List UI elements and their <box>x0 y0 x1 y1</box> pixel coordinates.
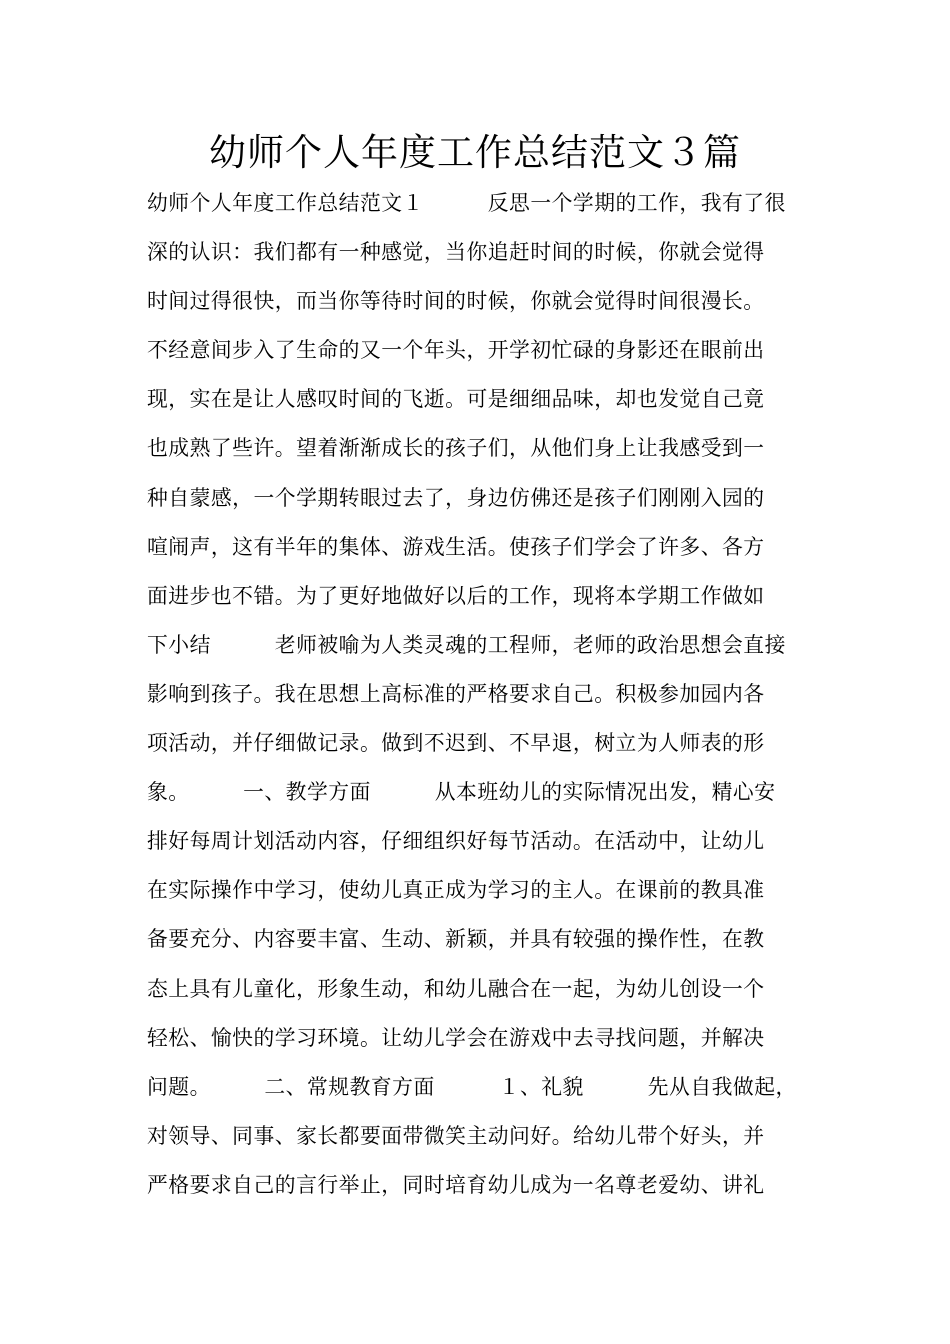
document-page: 幼师个人年度工作总结范文３篇 幼师个人年度工作总结范文１ 反思一个学期的工作，我有了很 深的认识：我们都有一种感觉，当你追赶时间的时候，你就会觉得 时间过得很快，而当你等待时间的时候，你就会觉得时间很漫长。 不经意间步入了生命的又一个年头，开学初忙碌的身影还在眼前出 现，实在是让人感叹时间的飞逝。可是细细品味，却也发觉自己竟 也成熟了些许。望着渐渐成长的孩子们，从他们身上让我感受到一 种自蒙感，一个学期转眼过去了，身边仿佛还是孩子们刚刚入园的 喧闹声，这有半年的集体、游戏生活。使孩子们学会了许多、各方 面进步也不错。为了更好地做好以后的工作，现将本学期工作做如 下小结 老师被喻为人类灵魂的工程师，老师的政治思想会直接 影响到孩子。我在思想上高标准的严格要求自己。积极参加园内各 项活动，并仔细做记录。做到不迟到、不早退，树立为人师表的形 象。 一、教学方面 从本班幼儿的实际情况出发，精心安 排好每周计划活动内容，仔细组织好每节活动。在活动中，让幼儿 在实际操作中学习，使幼儿真正成为学习的主人。在课前的教具准 备要充分、内容要丰富、生动、新颖，并具有较强的操作性，在教 态上具有儿童化，形象生动，和幼儿融合在一起，为幼儿创设一个 轻松、愉快的学习环境。让幼儿学会在游戏中去寻找问题，并解决 问题。 二、常规教育方面 １、礼貌 先从自我做起， 对领导、同事、家长都要面带微笑主动问好。给幼儿带个好头，并 严格要求自己的言行举止，同时培育幼儿成为一名尊老爱幼、讲礼 <box>0 0 950 1344</box>
document-title: 幼师个人年度工作总结范文３篇 <box>209 131 741 174</box>
